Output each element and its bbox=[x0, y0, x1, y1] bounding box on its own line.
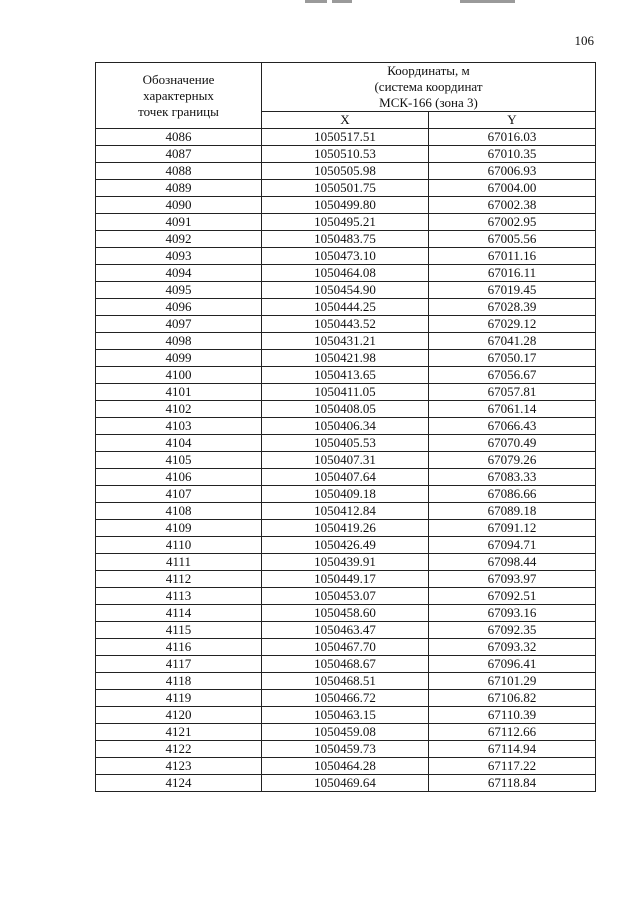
point-id-cell: 4104 bbox=[96, 435, 262, 452]
point-id-cell: 4105 bbox=[96, 452, 262, 469]
table-row bbox=[96, 231, 596, 248]
x-coordinate-cell: 1050495.21 bbox=[262, 214, 429, 231]
table-row bbox=[96, 503, 596, 520]
table-row bbox=[96, 129, 596, 146]
table-row bbox=[96, 741, 596, 758]
point-id-cell: 4122 bbox=[96, 741, 262, 758]
x-coordinate-cell: 1050419.26 bbox=[262, 520, 429, 537]
y-coordinate-cell: 67056.67 bbox=[429, 367, 596, 384]
x-coordinate-cell: 1050473.10 bbox=[262, 248, 429, 265]
point-id-cell: 4103 bbox=[96, 418, 262, 435]
point-id-cell: 4123 bbox=[96, 758, 262, 775]
x-coordinate-cell: 1050409.18 bbox=[262, 486, 429, 503]
y-coordinate-cell: 67092.35 bbox=[429, 622, 596, 639]
point-id-cell: 4114 bbox=[96, 605, 262, 622]
x-coordinate-cell: 1050467.70 bbox=[262, 639, 429, 656]
table-row bbox=[96, 367, 596, 384]
y-coordinate-cell: 67050.17 bbox=[429, 350, 596, 367]
y-coordinate-cell: 67029.12 bbox=[429, 316, 596, 333]
point-id-cell: 4118 bbox=[96, 673, 262, 690]
x-coordinate-cell: 1050510.53 bbox=[262, 146, 429, 163]
x-coordinate-cell: 1050449.17 bbox=[262, 571, 429, 588]
point-label-line-3: точек границы bbox=[138, 103, 219, 119]
x-coordinate-cell: 1050517.51 bbox=[262, 129, 429, 146]
table-row bbox=[96, 401, 596, 418]
y-coordinate-cell: 67066.43 bbox=[429, 418, 596, 435]
y-coordinate-cell: 67041.28 bbox=[429, 333, 596, 350]
table-row bbox=[96, 588, 596, 605]
point-id-cell: 4120 bbox=[96, 707, 262, 724]
table-row bbox=[96, 520, 596, 537]
y-coordinate-cell: 67028.39 bbox=[429, 299, 596, 316]
y-coordinate-cell: 67010.35 bbox=[429, 146, 596, 163]
table-row bbox=[96, 469, 596, 486]
point-id-cell: 4086 bbox=[96, 129, 262, 146]
x-coordinate-cell: 1050444.25 bbox=[262, 299, 429, 316]
y-coordinate-cell: 67112.66 bbox=[429, 724, 596, 741]
x-coordinate-cell: 1050407.31 bbox=[262, 452, 429, 469]
table-row bbox=[96, 486, 596, 503]
x-coordinate-cell: 1050464.08 bbox=[262, 265, 429, 282]
x-coordinate-cell: 1050469.64 bbox=[262, 775, 429, 792]
table-row bbox=[96, 214, 596, 231]
point-id-cell: 4111 bbox=[96, 554, 262, 571]
coords-label-line-2: (система координат bbox=[374, 79, 483, 94]
x-coordinate-cell: 1050412.84 bbox=[262, 503, 429, 520]
point-id-cell: 4098 bbox=[96, 333, 262, 350]
point-id-cell: 4110 bbox=[96, 537, 262, 554]
scan-artifact-left bbox=[305, 0, 327, 3]
table-row bbox=[96, 248, 596, 265]
point-id-cell: 4100 bbox=[96, 367, 262, 384]
x-coordinate-cell: 1050408.05 bbox=[262, 401, 429, 418]
table-row bbox=[96, 622, 596, 639]
y-coordinate-cell: 67004.00 bbox=[429, 180, 596, 197]
point-id-cell: 4092 bbox=[96, 231, 262, 248]
y-column-header: Y bbox=[429, 112, 596, 129]
y-coordinate-cell: 67098.44 bbox=[429, 554, 596, 571]
point-id-cell: 4094 bbox=[96, 265, 262, 282]
point-id-cell: 4108 bbox=[96, 503, 262, 520]
table-row bbox=[96, 299, 596, 316]
x-coordinate-cell: 1050459.08 bbox=[262, 724, 429, 741]
x-coordinate-cell: 1050501.75 bbox=[262, 180, 429, 197]
y-coordinate-cell: 67002.95 bbox=[429, 214, 596, 231]
x-coordinate-cell: 1050407.64 bbox=[262, 469, 429, 486]
y-coordinate-cell: 67094.71 bbox=[429, 537, 596, 554]
coordinates-table-body bbox=[96, 129, 596, 792]
table-row bbox=[96, 265, 596, 282]
x-coordinate-cell: 1050421.98 bbox=[262, 350, 429, 367]
table-row bbox=[96, 571, 596, 588]
y-coordinate-cell: 67091.12 bbox=[429, 520, 596, 537]
y-coordinate-cell: 67086.66 bbox=[429, 486, 596, 503]
coords-label-line-1: Координаты, м bbox=[387, 63, 470, 78]
point-id-cell: 4090 bbox=[96, 197, 262, 214]
y-coordinate-cell: 67057.81 bbox=[429, 384, 596, 401]
point-id-cell: 4099 bbox=[96, 350, 262, 367]
y-coordinate-cell: 67101.29 bbox=[429, 673, 596, 690]
x-coordinate-cell: 1050406.34 bbox=[262, 418, 429, 435]
y-coordinate-cell: 67118.84 bbox=[429, 775, 596, 792]
table-row bbox=[96, 452, 596, 469]
x-coordinate-cell: 1050454.90 bbox=[262, 282, 429, 299]
point-id-cell: 4097 bbox=[96, 316, 262, 333]
table-row bbox=[96, 435, 596, 452]
y-coordinate-cell: 67110.39 bbox=[429, 707, 596, 724]
table-row bbox=[96, 673, 596, 690]
point-id-cell: 4095 bbox=[96, 282, 262, 299]
coordinates-header bbox=[262, 63, 596, 112]
table-row bbox=[96, 656, 596, 673]
point-id-cell: 4088 bbox=[96, 163, 262, 180]
x-coordinate-cell: 1050459.73 bbox=[262, 741, 429, 758]
x-coordinate-cell: 1050458.60 bbox=[262, 605, 429, 622]
point-label-line-2: характерных bbox=[143, 87, 214, 103]
table-row bbox=[96, 146, 596, 163]
x-coordinate-cell: 1050463.15 bbox=[262, 707, 429, 724]
table-row bbox=[96, 775, 596, 792]
page-number: 106 bbox=[574, 33, 594, 48]
point-id-cell: 4121 bbox=[96, 724, 262, 741]
scan-artifact-right bbox=[460, 0, 515, 3]
x-coordinate-cell: 1050464.28 bbox=[262, 758, 429, 775]
y-coordinate-cell: 67117.22 bbox=[429, 758, 596, 775]
table-row bbox=[96, 418, 596, 435]
table-row bbox=[96, 537, 596, 554]
table-row bbox=[96, 554, 596, 571]
point-id-cell: 4124 bbox=[96, 775, 262, 792]
x-coordinate-cell: 1050413.65 bbox=[262, 367, 429, 384]
y-coordinate-cell: 67089.18 bbox=[429, 503, 596, 520]
point-id-cell: 4093 bbox=[96, 248, 262, 265]
x-coordinate-cell: 1050468.51 bbox=[262, 673, 429, 690]
y-coordinate-cell: 67005.56 bbox=[429, 231, 596, 248]
table-row bbox=[96, 350, 596, 367]
x-coordinate-cell: 1050439.91 bbox=[262, 554, 429, 571]
x-coordinate-cell: 1050468.67 bbox=[262, 656, 429, 673]
table-row bbox=[96, 605, 596, 622]
point-id-cell: 4115 bbox=[96, 622, 262, 639]
y-coordinate-cell: 67083.33 bbox=[429, 469, 596, 486]
x-coordinate-cell: 1050453.07 bbox=[262, 588, 429, 605]
y-coordinate-cell: 67106.82 bbox=[429, 690, 596, 707]
point-id-cell: 4091 bbox=[96, 214, 262, 231]
y-coordinate-cell: 67092.51 bbox=[429, 588, 596, 605]
point-id-cell: 4089 bbox=[96, 180, 262, 197]
x-coordinate-cell: 1050443.52 bbox=[262, 316, 429, 333]
x-coordinate-cell: 1050411.05 bbox=[262, 384, 429, 401]
table-row bbox=[96, 758, 596, 775]
y-coordinate-cell: 67093.16 bbox=[429, 605, 596, 622]
y-coordinate-cell: 67093.32 bbox=[429, 639, 596, 656]
point-id-cell: 4119 bbox=[96, 690, 262, 707]
table-row bbox=[96, 724, 596, 741]
x-column-header: X bbox=[262, 112, 429, 129]
y-coordinate-cell: 67019.45 bbox=[429, 282, 596, 299]
x-coordinate-cell: 1050499.80 bbox=[262, 197, 429, 214]
point-id-cell: 4116 bbox=[96, 639, 262, 656]
x-coordinate-cell: 1050466.72 bbox=[262, 690, 429, 707]
y-coordinate-cell: 67070.49 bbox=[429, 435, 596, 452]
x-coordinate-cell: 1050405.53 bbox=[262, 435, 429, 452]
table-row bbox=[96, 707, 596, 724]
point-label-line-1: Обозначение bbox=[142, 71, 215, 87]
table-row bbox=[96, 163, 596, 180]
y-coordinate-cell: 67011.16 bbox=[429, 248, 596, 265]
table-row bbox=[96, 384, 596, 401]
y-coordinate-cell: 67006.93 bbox=[429, 163, 596, 180]
table-row bbox=[96, 690, 596, 707]
y-coordinate-cell: 67061.14 bbox=[429, 401, 596, 418]
point-id-cell: 4113 bbox=[96, 588, 262, 605]
point-id-cell: 4112 bbox=[96, 571, 262, 588]
coordinates-table bbox=[95, 62, 596, 792]
scan-artifact-mid bbox=[332, 0, 352, 3]
y-coordinate-cell: 67093.97 bbox=[429, 571, 596, 588]
table-row bbox=[96, 197, 596, 214]
point-id-cell: 4117 bbox=[96, 656, 262, 673]
point-id-cell: 4101 bbox=[96, 384, 262, 401]
y-coordinate-cell: 67079.26 bbox=[429, 452, 596, 469]
coords-label-line-3: МСК-166 (зона 3) bbox=[379, 95, 478, 110]
table-row bbox=[96, 333, 596, 350]
point-id-cell: 4102 bbox=[96, 401, 262, 418]
y-coordinate-cell: 67002.38 bbox=[429, 197, 596, 214]
point-id-cell: 4087 bbox=[96, 146, 262, 163]
point-id-cell: 4106 bbox=[96, 469, 262, 486]
table-row bbox=[96, 180, 596, 197]
table-row bbox=[96, 639, 596, 656]
x-coordinate-cell: 1050426.49 bbox=[262, 537, 429, 554]
table-row bbox=[96, 282, 596, 299]
x-coordinate-cell: 1050483.75 bbox=[262, 231, 429, 248]
x-coordinate-cell: 1050463.47 bbox=[262, 622, 429, 639]
table-row bbox=[96, 316, 596, 333]
x-coordinate-cell: 1050505.98 bbox=[262, 163, 429, 180]
x-coordinate-cell: 1050431.21 bbox=[262, 333, 429, 350]
point-label-header bbox=[96, 63, 262, 129]
y-coordinate-cell: 67016.11 bbox=[429, 265, 596, 282]
point-id-cell: 4109 bbox=[96, 520, 262, 537]
y-coordinate-cell: 67016.03 bbox=[429, 129, 596, 146]
y-coordinate-cell: 67114.94 bbox=[429, 741, 596, 758]
point-id-cell: 4096 bbox=[96, 299, 262, 316]
point-id-cell: 4107 bbox=[96, 486, 262, 503]
y-coordinate-cell: 67096.41 bbox=[429, 656, 596, 673]
